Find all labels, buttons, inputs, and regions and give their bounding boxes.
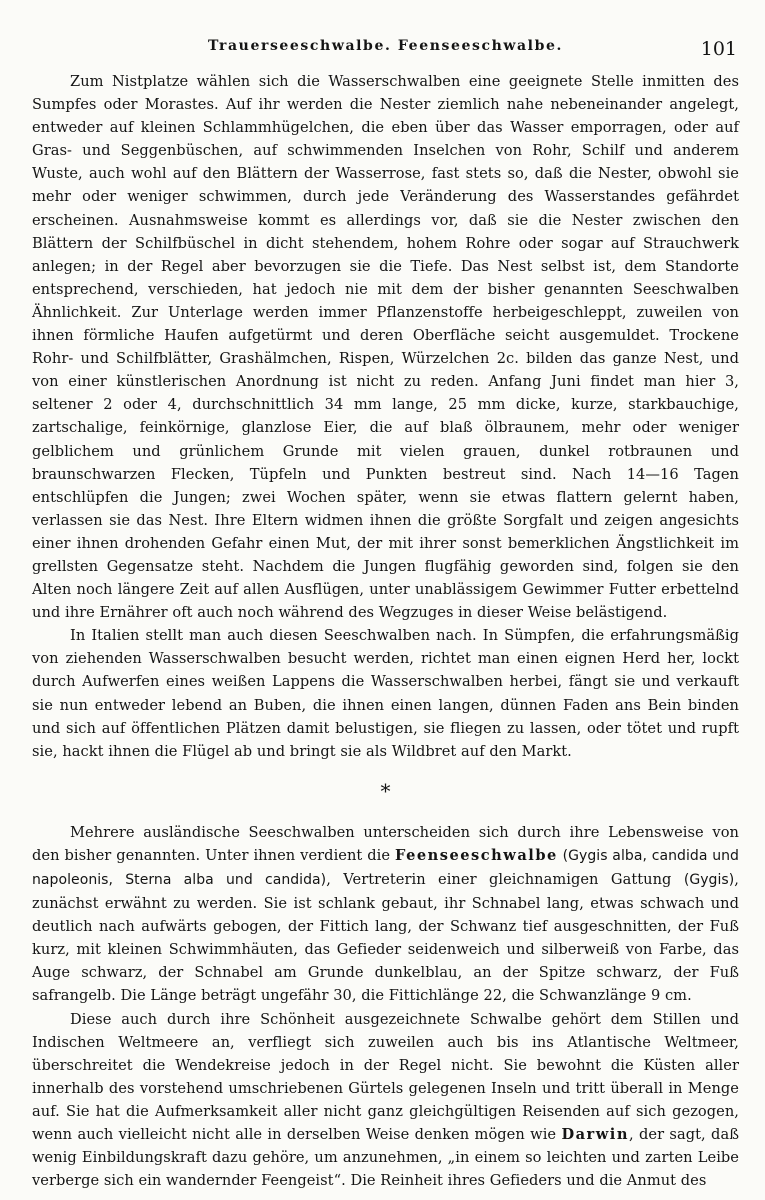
species-name: Feenseeschwalbe [395,846,558,864]
latin-names: (Gygis alba, candida und napoleonis, Sterna alba und candida) [32,847,739,888]
page-number: 101 [700,38,737,60]
paragraph-nesting: Zum Nistplatze wählen sich die Wasserschwalben eine geeignete Stelle inmitten des Sumpfes oder Morastes. Auf ihr werden die Nester ziemlich nahe nebeneinander angelegt, entweder auf kleinen Schlammhügelchen, die eben über das Wasser emporragen, oder auf Gras- und Seggenbüschen, auf schwimmenden Inselchen von Rohr, Schilf und anderem Wuste, auch wohl auf den Blättern der Wasserrose, fast stets so, daß die Nester, obwohl sie mehr oder weniger schwimmen, durch jede Veränderung des Wasserstandes gefährdet erscheinen. Ausnahmsweise kommt es allerdings vor, daß sie die Nester zwischen den Blättern der Schilfbüschel in dicht stehendem, hohem Rohre oder sogar auf Strauchwerk anlegen; in der Regel aber bevorzugen sie die Tiefe. Das Nest selbst ist, dem Standorte entsprechend, verschieden, hat jedoch nie mit dem der bisher genannten Seeschwalben Ähnlichkeit. Zur Unterlage werden immer Pflanzenstoffe herbeigeschleppt, zuweilen von ihnen förmliche Haufen aufgetürmt und deren Oberfläche seicht ausgemuldet. Trockene Rohr- und Schilfblätter, Grashälmchen, Rispen, Würzelchen 2c. bilden das ganze Nest, und von einer künstlerischen Anordnung ist nicht zu reden. Anfang Juni findet man hier 3, seltener 2 oder 4, durchschnittlich 34 mm lange, 25 mm dicke, kurze, starkbauchige, zartschalige, feinkörnige, glanzlose Eier, die auf blaß ölbraunem, mehr oder weniger gelblichem und grünlichem Grunde mit vielen grauen, dunkel rotbraunen und braunschwarzen Flecken, Tüpfeln und Punkten bestreut sind. Nach 14—16 Tagen entschlüpfen die Jungen; zwei Wochen später, wenn sie etwas flattern gelernt haben, verlassen sie das Nest. Ihre Eltern widmen ihnen die größte Sorgfalt und zeigen angesichts einer ihnen drohenden Gefahr einen Mut, der mit ihrer sonst bemerklichen Ängstlichkeit im grellsten Gegensatze steht. Nachdem die Jungen flugfähig geworden sind, folgen sie den Alten noch längere Zeit auf allen Ausflügen, unter unablässigem Gewimmer Futter erbettelnd und ihre Ernährer oft auch noch während des Wegzuges in dieser Weise belästigend. [32,73,739,622]
text-run: Mehrere ausländische Seeschwalben unterscheiden sich durch ihre Lebensweise von den bisher genannten. Unter ihnen verdient die [32,823,739,864]
author-name: Darwin [561,1126,629,1144]
text-run: , zunächst erwähnt zu werden. Sie ist schlank gebaut, ihr Schnabel lang, etwas schwach und deutlich nach aufwärts gebogen, der Fittich lang, der Schwanz tief ausgeschnitten, der Fuß kurz, mit kleinen Schwimmhäuten, das Gefieder seidenweich und silberweiß von Farbe, das Auge schwarz, der Schnabel am Grunde dunkelblau, an der Spitze schwarz, der Fuß safrangelb. Die Länge beträgt ungefähr 30, die Fittichlänge 22, die Schwanzlänge 9 cm. [32,871,739,1005]
genus-name: (Gygis) [683,872,735,888]
running-head [32,34,739,64]
body-text [32,70,739,1192]
running-title: Trauerseeschwalbe. Feenseeschwalbe. [208,38,563,54]
paragraph-italy: In Italien stellt man auch diesen Seeschwalben nach. In Sümpfen, die erfahrungsmäßig von ziehenden Wasserschwalben besucht werden, richtet man einen eignen Herd her, lockt durch Aufwerfen eines weißen Lappens die Wasserschwalben herbei, fängt sie und verkauft sie nun entweder lebend an Buben, die ihnen einen langen, dünnen Faden ans Bein binden und sich auf öffentlichen Plätzen damit belustigen, sie fliegen zu lassen, oder tötet und rupft sie, hackt ihnen die Flügel ab und bringt sie als Wildbret auf den Markt. [32,627,739,760]
text-run: , Vertreterin einer gleichnamigen Gattung [326,871,684,888]
text-run: Diese auch durch ihre Schönheit ausgezeichnete Schwalbe gehört dem Stillen und Indischen Weltmeere an, verfliegt sich zuweilen auch bis ins Atlantische Weltmeer, überschreitet die Wendekreise jedoch in der Regel nicht. Sie bewohnt die Küsten aller innerhalb des vorstehend umschriebenen Gürtels gelegenen Inseln und tritt überall in Menge auf. Sie hat die Aufmerksamkeit aller nicht ganz gleichgültigen Reisenden auf sich gezogen, wenn auch vielleicht nicht alle in derselben Weise denken mögen wie [32,1010,739,1144]
text-run: , der sagt, daß wenig Einbildungskraft dazu gehöre, um anzunehmen, „in einem so leichten und zarten Leibe verberge sich ein wandernder Feengeist“. Die Reinheit ihres Gefieders und die Anmut des [32,1126,739,1190]
paragraph-fairy-tern-description [32,821,739,1008]
section-separator: * [380,778,391,803]
paragraph-fairy-tern-range [32,1008,739,1193]
